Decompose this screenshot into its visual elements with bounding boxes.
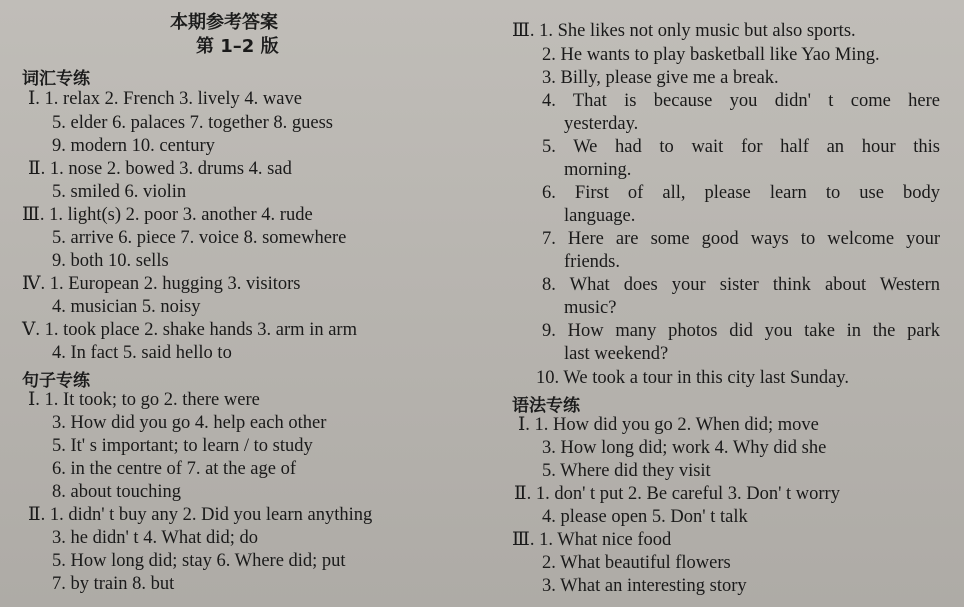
grammar-line: 2. What beautiful flowers	[542, 553, 731, 573]
sentence-line: 8. about touching	[52, 482, 181, 502]
sentence-line: 5. How long did; stay 6. Where did; put	[52, 551, 346, 571]
vocab-line: Ⅰ. 1. relax 2. French 3. lively 4. wave	[28, 89, 302, 109]
sentence-line: 7. Here are some good ways to welcome your	[542, 229, 940, 249]
sentence-line: yesterday.	[564, 114, 639, 134]
sentence-line: 3. he didn' t 4. What did; do	[52, 528, 258, 548]
sentence-line: 9. How many photos did you take in the park	[542, 321, 940, 341]
vocab-line: Ⅴ. 1. took place 2. shake hands 3. arm in arm	[22, 320, 357, 340]
vocab-line: 5. smiled 6. violin	[52, 182, 187, 202]
sentence-line: 5. It' s important; to learn / to study	[52, 436, 313, 456]
sentence-line: 3. How did you go 4. help each other	[52, 413, 327, 433]
sentence-line: music?	[564, 298, 617, 318]
section-sentence: 句子专练	[22, 371, 90, 391]
sentence-line: friends.	[564, 252, 620, 272]
sentence-line: 3. Billy, please give me a break.	[542, 68, 779, 88]
grammar-line: Ⅲ. 1. What nice food	[512, 530, 672, 550]
sentence-line: 10. We took a tour in this city last Sunday.	[536, 368, 849, 388]
sentence-line: Ⅲ. 1. She likes not only music but also sports.	[512, 21, 856, 41]
sentence-line: Ⅱ. 1. didn' t buy any 2. Did you learn anything	[28, 505, 373, 525]
vocab-line: 5. arrive 6. piece 7. voice 8. somewhere	[52, 228, 347, 248]
vocab-line: Ⅲ. 1. light(s) 2. poor 3. another 4. rude	[22, 205, 313, 225]
grammar-line: 3. How long did; work 4. Why did she	[542, 438, 827, 458]
page-subtitle: 第 1–2 版	[196, 36, 279, 57]
section-vocab: 词汇专练	[22, 69, 90, 89]
page-title: 本期参考答案	[170, 12, 278, 33]
vocab-line: 9. both 10. sells	[52, 251, 169, 271]
vocab-line: 4. In fact 5. said hello to	[52, 343, 232, 363]
grammar-line: Ⅰ. 1. How did you go 2. When did; move	[518, 415, 819, 435]
sentence-line: language.	[564, 206, 636, 226]
grammar-line: 3. What an interesting story	[542, 576, 747, 596]
sentence-line: 5. We had to wait for half an hour this	[542, 137, 940, 157]
vocab-line: 5. elder 6. palaces 7. together 8. guess	[52, 113, 334, 133]
sentence-line: 8. What does your sister think about Western	[542, 275, 940, 295]
vocab-line: 9. modern 10. century	[52, 136, 215, 156]
sentence-line: last weekend?	[564, 344, 669, 364]
grammar-line: 4. please open 5. Don' t talk	[542, 507, 748, 527]
grammar-line: Ⅱ. 1. don' t put 2. Be careful 3. Don' t worry	[514, 484, 840, 504]
vocab-line: Ⅱ. 1. nose 2. bowed 3. drums 4. sad	[28, 159, 292, 179]
grammar-line: 5. Where did they visit	[542, 461, 711, 481]
sentence-line: 2. He wants to play basketball like Yao Ming.	[542, 45, 880, 65]
sentence-line: 4. That is because you didn' t come here	[542, 91, 940, 111]
sentence-line: Ⅰ. 1. It took; to go 2. there were	[28, 390, 260, 410]
sentence-line: 6. in the centre of 7. at the age of	[52, 459, 296, 479]
sentence-line: 6. First of all, please learn to use body	[542, 183, 940, 203]
sentence-line: morning.	[564, 160, 632, 180]
vocab-line: 4. musician 5. noisy	[52, 297, 201, 317]
section-grammar: 语法专练	[512, 396, 580, 416]
sentence-line: 7. by train 8. but	[52, 574, 175, 594]
vocab-line: Ⅳ. 1. European 2. hugging 3. visitors	[22, 274, 301, 294]
